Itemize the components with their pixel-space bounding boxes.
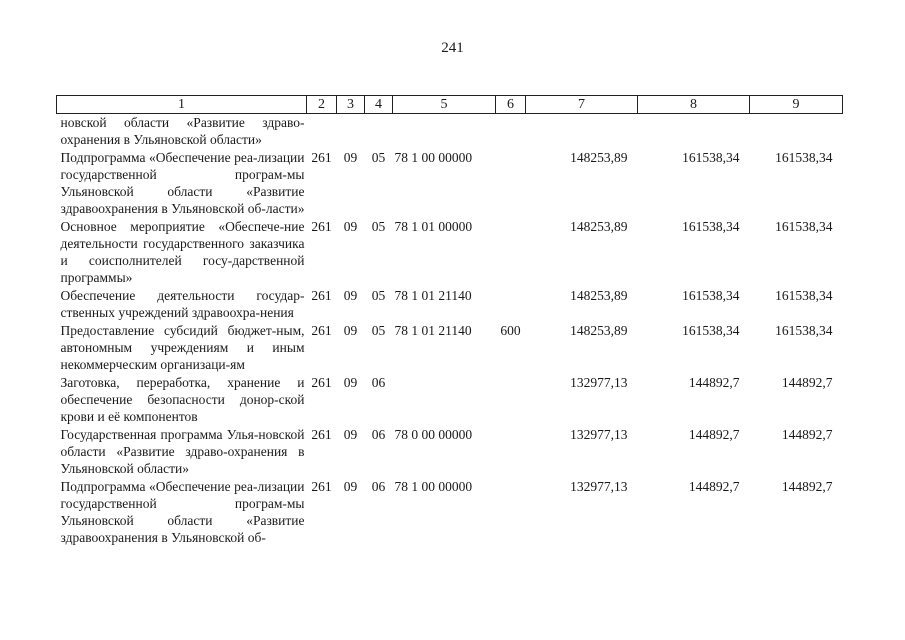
row-c2: 261 [311,375,332,390]
row-c9: 144892,7 [781,479,833,494]
row-name: Подпрограмма «Обеспечение реа-лизации государственной програм-мы Ульяновской области «Развитие здравоохранения в Ульяновской об-ласти» [60,150,305,216]
row-c9: 161538,34 [775,150,833,165]
row-c9: 161538,34 [775,323,833,338]
row-name: Обеспечение деятельности государ-ственных учреждений здравоохра-нения [60,288,305,320]
row-c8: 144892,7 [688,427,740,442]
header-col-7: 7 [526,96,638,114]
row-c2: 261 [311,427,332,442]
row-c5 [393,374,496,426]
table-row [57,287,843,322]
row-c2: 261 [311,323,332,338]
row-c5: 78 1 01 21140 [394,288,472,303]
row-c4: 05 [371,323,386,338]
row-c6 [496,374,526,426]
header-col-3: 3 [337,96,365,114]
row-c7 [526,114,638,150]
row-c7: 132977,13 [570,375,628,390]
row-c6 [496,478,526,547]
row-c5: 78 1 00 00000 [394,150,473,165]
row-c6 [496,218,526,287]
row-c6 [496,114,526,150]
row-c6 [496,426,526,478]
row-c9: 144892,7 [781,375,833,390]
row-c2 [307,114,337,150]
row-c9 [750,114,843,150]
row-c9: 161538,34 [775,219,833,234]
row-c6: 600 [500,323,521,338]
row-c3: 09 [343,323,358,338]
table-row [57,426,843,478]
row-name: новской области «Развитие здраво-охранения в Ульяновской области» [60,115,305,147]
row-c4: 06 [371,427,386,442]
row-c7: 148253,89 [570,150,628,165]
row-c3: 09 [343,150,358,165]
table-row [57,218,843,287]
row-c2: 261 [311,288,332,303]
page-number: 241 [441,40,464,56]
header-col-8: 8 [638,96,750,114]
row-c2: 261 [311,219,332,234]
row-c5: 78 1 01 21140 [394,323,472,338]
header-col-1: 1 [57,96,307,114]
header-row [57,96,843,114]
header-col-5: 5 [393,96,496,114]
row-c3: 09 [343,427,358,442]
header-col-2: 2 [307,96,337,114]
row-name: Заготовка, переработка, хранение и обеспечение безопасности донор-ской крови и её компонентов [60,375,305,424]
table-row [57,374,843,426]
header-col-4: 4 [365,96,393,114]
row-c4: 06 [371,375,386,390]
row-c6 [496,287,526,322]
row-c8: 144892,7 [688,375,740,390]
header-col-9: 9 [750,96,843,114]
row-c8: 161538,34 [682,323,740,338]
row-c9: 144892,7 [781,427,833,442]
budget-table [56,95,843,547]
table-row [57,149,843,218]
row-c2: 261 [311,479,332,494]
row-c3: 09 [343,288,358,303]
row-name: Основное мероприятие «Обеспече-ние деятельности государственного заказчика и соисполнителей госу-дарственной программы» [60,219,305,285]
row-c8 [638,114,750,150]
row-c3: 09 [343,219,358,234]
row-c4: 05 [371,219,386,234]
row-c8: 161538,34 [682,288,740,303]
table-row [57,114,843,150]
row-c5: 78 1 01 00000 [394,219,473,234]
row-c5: 78 0 00 00000 [394,427,473,442]
row-c7: 132977,13 [570,479,628,494]
row-c7: 132977,13 [570,427,628,442]
row-c8: 161538,34 [682,150,740,165]
table-row [57,322,843,374]
row-c7: 148253,89 [570,323,628,338]
row-c5 [393,114,496,150]
row-c3 [337,114,365,150]
row-c3: 09 [343,375,358,390]
row-c2: 261 [311,150,332,165]
row-c4: 05 [371,288,386,303]
row-c8: 144892,7 [688,479,740,494]
row-c9: 161538,34 [775,288,833,303]
row-c5: 78 1 00 00000 [394,479,473,494]
row-c4 [365,114,393,150]
row-c6 [496,149,526,218]
row-name: Подпрограмма «Обеспечение реа-лизации государственной програм-мы Ульяновской области «Развитие здравоохранения в Ульяновской об- [60,479,305,545]
row-c3: 09 [343,479,358,494]
header-col-6: 6 [496,96,526,114]
table-row [57,478,843,547]
row-name: Государственная программа Улья-новской области «Развитие здраво-охранения в Ульяновской области» [60,427,305,476]
row-name: Предоставление субсидий бюджет-ным, автономным учреждениям и иным некоммерческим организаци-ям [60,323,305,372]
row-c7: 148253,89 [570,288,628,303]
row-c4: 05 [371,150,386,165]
row-c4: 06 [371,479,386,494]
row-c8: 161538,34 [682,219,740,234]
row-c7: 148253,89 [570,219,628,234]
